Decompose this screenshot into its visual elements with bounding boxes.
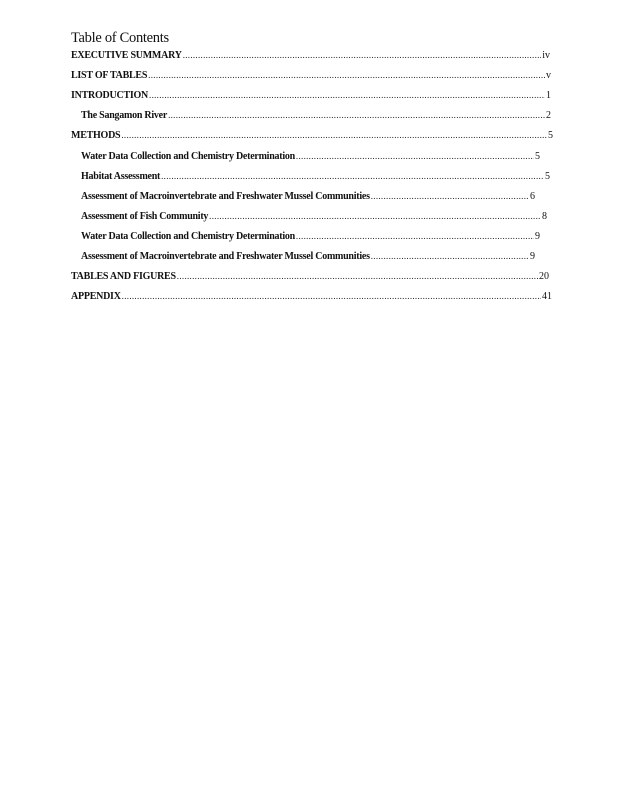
dot-leader [183,48,542,62]
dot-leader [122,289,541,303]
toc-entry-label: METHODS [71,130,121,141]
toc-entry-executive-summary[interactable] [71,48,550,62]
toc-entry-page: 9 [535,231,540,242]
toc-entry-page: 2 [546,110,551,121]
toc-entry-page: 41 [542,291,552,302]
toc-entry-page: iv [542,50,550,61]
dot-leader [168,108,545,122]
toc-entry-label: Habitat Assessment [81,171,161,182]
toc-title: Table of Contents [71,30,169,46]
dot-leader [177,269,538,283]
toc-entry-page: 6 [530,191,535,202]
dot-leader [161,169,544,183]
toc-entry-list-of-tables[interactable] [71,68,551,82]
toc-entry-label: The Sangamon River [81,110,168,121]
toc-entry-page: 8 [542,211,547,222]
dot-leader [121,128,547,142]
toc-entry-water-data-collection[interactable] [81,149,540,163]
toc-entry-label: Assessment of Macroinvertebrate and Freshwater Mussel Communities [81,191,370,202]
toc-entry-page: 20 [539,271,549,282]
toc-entry-tables-and-figures[interactable] [71,269,549,283]
toc-entry-page: 5 [545,171,550,182]
toc-entry-habitat-assessment[interactable] [81,169,550,183]
toc-entry-label: LIST OF TABLES [71,70,148,81]
toc-entry-label: EXECUTIVE SUMMARY [71,50,182,61]
dot-leader [148,68,545,82]
toc-entry-macroinvertebrate-assessment[interactable] [81,189,535,203]
toc-entry-label: Water Data Collection and Chemistry Determination [81,231,295,242]
toc-entry-page: 9 [530,251,535,262]
dot-leader [296,229,534,243]
toc-entry-label: Assessment of Fish Community [81,211,209,222]
toc-entry-label: INTRODUCTION [71,90,149,101]
toc-entry-introduction[interactable] [71,88,551,102]
toc-entry-label: Water Data Collection and Chemistry Determination [81,151,295,162]
toc-entry-fish-community[interactable] [81,209,547,223]
dot-leader [149,88,545,102]
toc-entry-methods[interactable] [71,128,553,142]
toc-entry-page: 5 [548,130,553,141]
toc-entry-sangamon-river[interactable] [81,108,551,122]
dot-leader [371,249,529,263]
toc-entry-macroinvertebrate-assessment-2[interactable] [81,249,535,263]
toc-entry-page: v [546,70,551,81]
dot-leader [209,209,541,223]
dot-leader [371,189,529,203]
toc-entry-label: APPENDIX [71,291,121,302]
toc-entry-label: Assessment of Macroinvertebrate and Freshwater Mussel Communities [81,251,370,262]
toc-entry-appendix[interactable] [71,289,552,303]
toc-entry-water-data-collection-2[interactable] [81,229,540,243]
toc-entry-label: TABLES AND FIGURES [71,271,176,282]
dot-leader [296,149,534,163]
toc-entry-page: 5 [535,151,540,162]
toc-entry-page: 1 [546,90,551,101]
